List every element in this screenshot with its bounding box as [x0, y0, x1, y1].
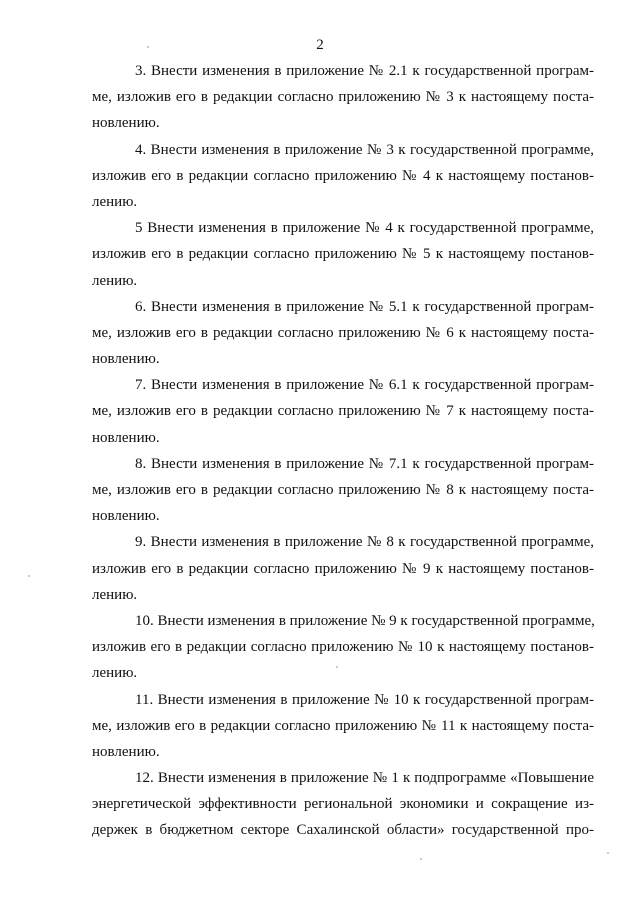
paragraph-item-9 — [92, 529, 594, 608]
paragraph-line: 4. Внести изменения в приложение № 3 к государственной программе, — [135, 141, 594, 158]
paragraph-item-10 — [92, 608, 594, 687]
paragraph-item-5 — [92, 215, 594, 294]
paragraph-line: изложив его в редакции согласно приложению № 5 к настоящему постанов- — [92, 246, 594, 263]
paragraph-line: новлению. — [92, 115, 160, 132]
paragraph-line: ме, изложив его в редакции согласно приложению № 3 к настоящему поста- — [92, 89, 594, 106]
paragraph-line: 5 Внести изменения в приложение № 4 к государственной программе, — [135, 220, 594, 237]
paragraph-line: ме, изложив его в редакции согласно приложению № 11 к настоящему поста- — [92, 717, 594, 734]
paragraph-line: 3. Внести изменения в приложение № 2.1 к государственной програм- — [135, 63, 594, 79]
paragraph-line: новлению. — [92, 508, 160, 525]
paragraph-line: лению. — [92, 586, 138, 603]
paragraph-line: 11. Внести изменения в приложение № 10 к государственной програм- — [135, 691, 594, 708]
paragraph-line: 7. Внести изменения в приложение № 6.1 к государственной програм- — [135, 377, 594, 394]
paragraph-item-12 — [92, 765, 594, 844]
paragraph-line: изложив его в редакции согласно приложению № 9 к настоящему постанов- — [92, 560, 594, 577]
paragraph-line: лению. — [92, 665, 138, 682]
paragraph-item-8 — [92, 451, 594, 530]
paragraph-line: энергетической эффективности региональной экономики и сокращение из- — [92, 796, 594, 813]
page-number: 2 — [316, 37, 324, 53]
paragraph-line: новлению. — [92, 351, 160, 368]
paragraph-line: 8. Внести изменения в приложение № 7.1 к государственной програм- — [135, 455, 594, 472]
paragraph-line: держек в бюджетном секторе Сахалинской области» государственной про- — [92, 822, 594, 839]
paragraph-item-7 — [92, 372, 594, 451]
paragraph-line: лению. — [92, 272, 138, 289]
paragraph-line: ме, изложив его в редакции согласно приложению № 8 к настоящему поста- — [92, 482, 594, 498]
document-body — [92, 58, 594, 844]
paragraph-line: лению. — [92, 193, 138, 210]
scan-speck — [607, 852, 609, 854]
scan-speck — [420, 858, 422, 860]
paragraph-line: 12. Внести изменения в приложение № 1 к подпрограмме «Повышение — [135, 770, 594, 787]
scan-speck — [147, 46, 149, 48]
paragraph-line: новлению. — [92, 429, 160, 446]
paragraph-line: 10. Внести изменения в приложение № 9 к государственной программе, — [135, 612, 595, 629]
paragraph-item-11 — [92, 687, 594, 766]
paragraph-line: изложив его в редакции согласно приложению № 10 к настоящему постанов- — [92, 639, 594, 656]
paragraph-line: 6. Внести изменения в приложение № 5.1 к государственной програм- — [135, 298, 594, 315]
paragraph-item-6 — [92, 294, 594, 373]
paragraph-item-3 — [92, 58, 594, 137]
paragraph-item-4 — [92, 137, 594, 216]
paragraph-line: ме, изложив его в редакции согласно приложению № 6 к настоящему поста- — [92, 324, 594, 341]
paragraph-line: 9. Внести изменения в приложение № 8 к государственной программе, — [135, 534, 594, 551]
scan-speck — [336, 666, 338, 668]
paragraph-line: ме, изложив его в редакции согласно приложению № 7 к настоящему поста- — [92, 403, 594, 420]
paragraph-line: новлению. — [92, 743, 160, 760]
scan-speck — [28, 575, 30, 577]
paragraph-line: изложив его в редакции согласно приложению № 4 к настоящему постанов- — [92, 167, 594, 184]
